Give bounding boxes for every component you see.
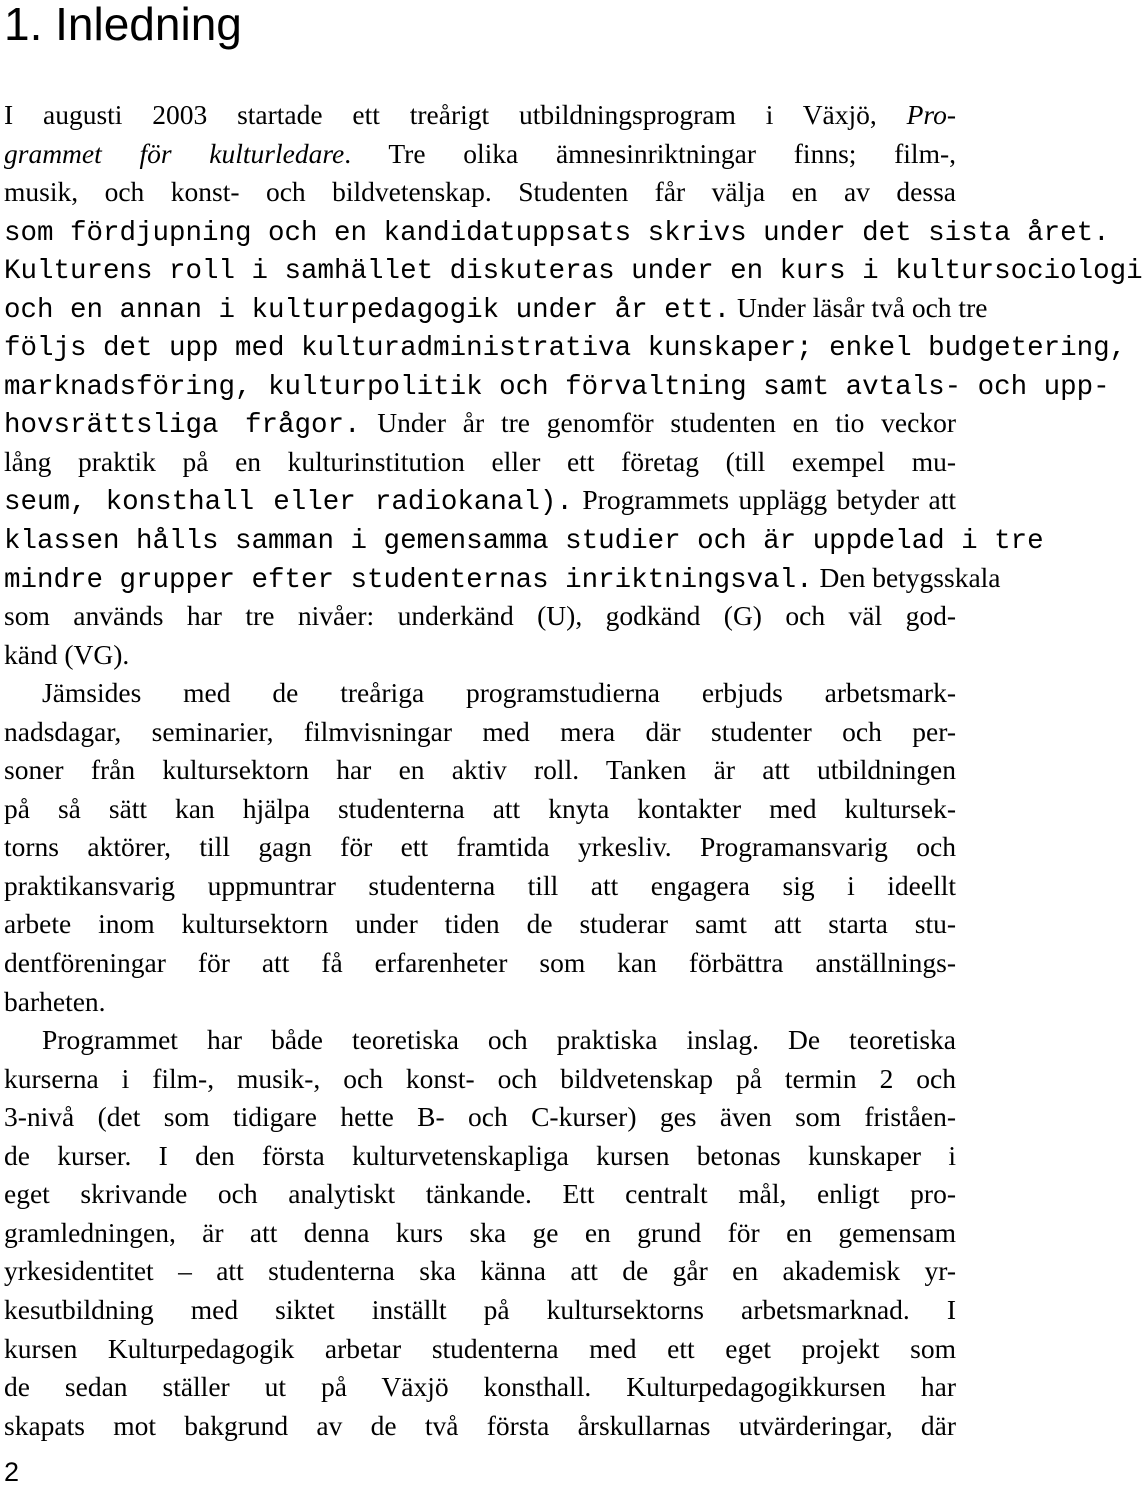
text-segment: hovsrättsliga frågor.: [4, 410, 361, 442]
text-line: [4, 404, 956, 443]
text-segment: Under år tre genomför studenten en tio veckor: [360, 407, 957, 439]
text-segment: praktikansvarig uppmuntrar studenterna till att engagera sig i ideellt: [4, 869, 956, 901]
text-line: [4, 983, 956, 1022]
text-segment: soner från kultursektorn har en aktiv roll. Tanken är att utbildningen: [4, 754, 956, 786]
text-line: [4, 289, 988, 328]
text-line: [4, 1368, 956, 1407]
text-segment: torns aktörer, till gagn för ett framtida yrkesliv. Programansvarig och: [4, 831, 956, 863]
text-segment: arbete inom kultursektorn under tiden de studerar samt att starta stu-: [4, 908, 956, 940]
text-line: [4, 96, 956, 135]
text-line: [4, 828, 956, 867]
text-line: [4, 366, 1110, 405]
text-line: [4, 1407, 956, 1446]
text-segment: dentföreningar för att få erfarenheter som kan förbättra anställnings-: [4, 947, 956, 979]
text-line: [4, 1098, 956, 1137]
text-segment: på så sätt kan hjälpa studenterna att knyta kontakter med kultursek-: [4, 792, 956, 824]
text-line: [4, 1252, 956, 1291]
text-line: [4, 1214, 956, 1253]
text-segment: mindre grupper efter studenternas inriktningsval.: [4, 564, 813, 596]
text-line: [4, 520, 1044, 559]
text-segment: musik, och konst- och bildvetenskap. Studenten får välja en av dessa: [4, 176, 956, 208]
text-line: [4, 944, 956, 983]
italic-text: Pro-: [906, 99, 956, 130]
text-line: [4, 1330, 956, 1369]
text-segment: gramledningen, är att denna kurs ska ge en grund för en gemensam: [4, 1216, 956, 1248]
text-line: [4, 559, 1001, 598]
text-line: [4, 1175, 956, 1214]
body-text: [4, 96, 1143, 1445]
text-line: [4, 751, 956, 790]
text-line: [4, 327, 1127, 366]
text-segment: Kulturens roll i samhället diskuteras under en kurs i kultursociologi: [4, 256, 1143, 288]
text-segment: klassen hålls samman i gemensamma studier och är uppdelad i tre: [4, 526, 1044, 558]
text-segment: seum, konsthall eller radiokanal).: [4, 487, 573, 519]
text-line: [4, 1021, 956, 1060]
text-segment: kurserna i film-, musik-, och konst- och bildvetenskap på termin 2 och: [4, 1062, 956, 1094]
text-segment: kesutbildning med siktet inställt på kultursektorns arbetsmarknad. I: [4, 1293, 956, 1325]
page-number: 2: [4, 1457, 20, 1487]
text-line: [4, 674, 956, 713]
text-segment: 3-nivå (det som tidigare hette B- och C-kurser) ges även som friståen-: [4, 1101, 956, 1133]
text-segment: kursen Kulturpedagogik arbetar studenterna med ett eget projekt som: [4, 1332, 956, 1364]
text-segment: skapats mot bakgrund av de två första årskullarnas utvärderingar, där: [4, 1409, 956, 1441]
text-segment: barheten.: [4, 985, 106, 1017]
text-segment: som används har tre nivåer: underkänd (U), godkänd (G) och väl god-: [4, 600, 956, 632]
text-segment: Den betygsskala: [812, 561, 1001, 593]
text-line: [4, 905, 956, 944]
text-line: [4, 173, 956, 212]
text-segment: Under läsår två och tre: [730, 291, 988, 323]
text-line: [4, 1291, 956, 1330]
text-line: [4, 790, 956, 829]
text-segment: som fördjupning och en kandidatuppsats skrivs under det sista året.: [4, 217, 1110, 249]
text-line: [4, 597, 956, 636]
text-line: [4, 636, 956, 675]
text-line: [4, 443, 956, 482]
text-segment: de kurser. I den första kulturvetenskapliga kursen betonas kunskaper i: [4, 1139, 956, 1171]
text-segment: Programmets upplägg betyder att: [572, 484, 957, 516]
text-line: [4, 1060, 956, 1099]
text-segment: Jämsides med de treåriga programstudierna erbjuds arbetsmark-: [42, 677, 956, 709]
text-segment: känd (VG).: [4, 638, 130, 670]
text-segment: Programmet har både teoretiska och praktiska inslag. De teoretiska: [42, 1024, 956, 1056]
text-segment: och en annan i kulturpedagogik under år ett.: [4, 294, 731, 326]
text-segment: eget skrivande och analytiskt tänkande. Ett centralt mål, enligt pro-: [4, 1178, 956, 1210]
section-heading: 1. Inledning: [4, 0, 242, 50]
text-segment: . Tre olika ämnesinriktningar finns; film-,: [344, 137, 956, 169]
text-line: [4, 212, 1110, 251]
text-line: [4, 135, 956, 174]
text-segment: de sedan ställer ut på Växjö konsthall. Kulturpedagogikkursen har: [4, 1371, 956, 1403]
text-line: [4, 1137, 956, 1176]
text-segment: lång praktik på en kulturinstitution eller ett företag (till exempel mu-: [4, 445, 956, 477]
italic-text: grammet för kulturledare: [4, 137, 345, 169]
text-segment: yrkesidentitet – att studenterna ska känna att de går en akademisk yr-: [4, 1255, 956, 1287]
text-line: [4, 867, 956, 906]
text-segment: följs det upp med kulturadministrativa kunskaper; enkel budgetering,: [4, 333, 1127, 365]
text-line: [4, 713, 956, 752]
text-segment: nadsdagar, seminarier, filmvisningar med mera där studenter och per-: [4, 715, 956, 747]
text-line: [4, 481, 956, 520]
text-segment: marknadsföring, kulturpolitik och förvaltning samt avtals- och upp-: [4, 371, 1110, 403]
text-segment: I augusti 2003 startade ett treårigt utbildningsprogram i Växjö,: [4, 99, 907, 130]
text-line: [4, 250, 1143, 289]
